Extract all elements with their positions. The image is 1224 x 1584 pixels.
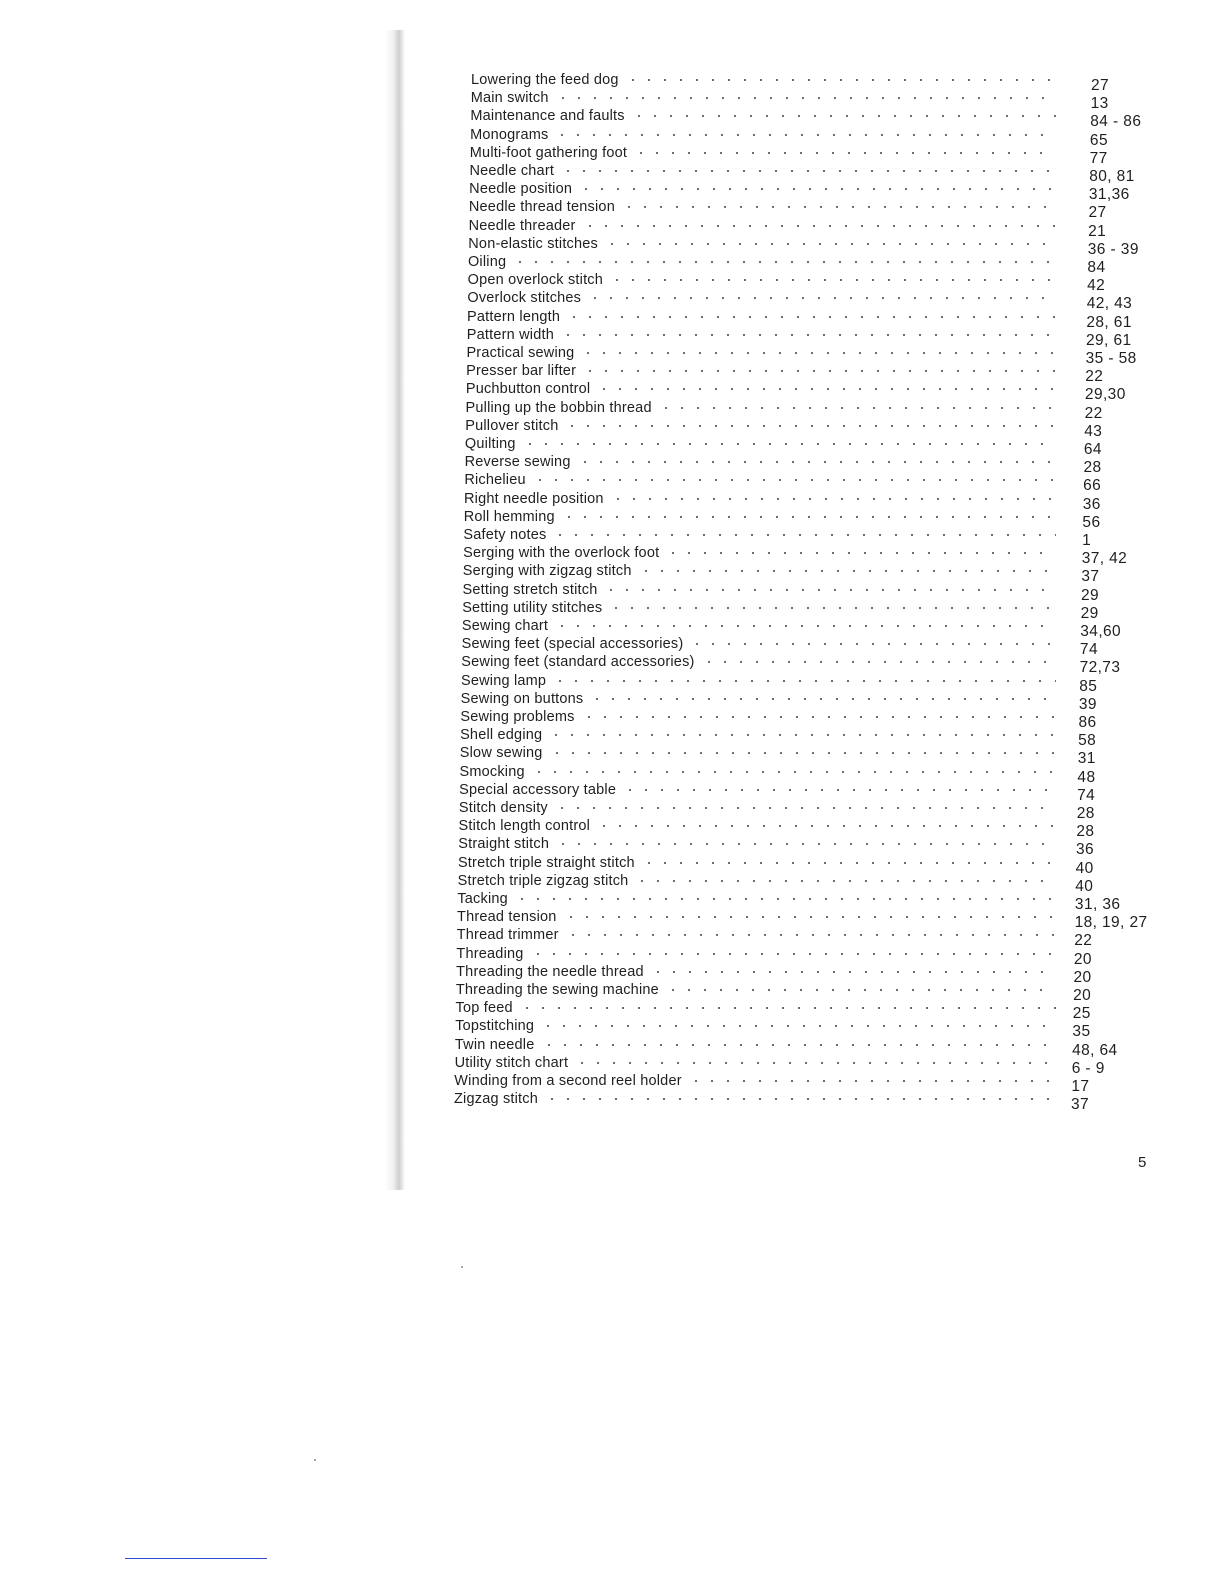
dot-leader — [552, 675, 1056, 687]
index-entry — [469, 197, 1062, 217]
index-page-ref: 13 — [1090, 95, 1109, 113]
index-page-ref: 31 — [1077, 750, 1096, 768]
page-number: 5 — [1138, 1154, 1147, 1171]
index-page-ref: 29 — [1081, 586, 1100, 604]
index-page-ref: 20 — [1073, 950, 1092, 968]
index-entry — [463, 561, 1062, 581]
index-page-ref: 85 — [1079, 677, 1098, 695]
index-entry — [459, 798, 1062, 818]
index-entry — [456, 998, 1062, 1018]
index-page-ref: 29,30 — [1084, 386, 1126, 404]
index-page-ref: 56 — [1082, 513, 1101, 531]
index-term: Roll hemming — [463, 508, 555, 525]
index-page-ref: 48 — [1077, 768, 1096, 786]
index-entry — [466, 361, 1062, 381]
index-entry — [457, 907, 1062, 927]
index-page-ref: 58 — [1078, 732, 1097, 750]
index-entry — [468, 252, 1062, 272]
dot-leader — [641, 857, 1056, 869]
dot-leader — [577, 456, 1056, 468]
index-entry — [469, 161, 1062, 181]
dot-leader — [582, 365, 1056, 377]
index-term: Thread trimmer — [456, 927, 559, 944]
index-term: Special accessory table — [459, 781, 617, 798]
dot-leader — [596, 383, 1056, 395]
index-page-ref: 31,36 — [1088, 186, 1130, 204]
index-term: Utility stitch chart — [454, 1054, 569, 1071]
index-term: Threading the needle thread — [456, 963, 644, 980]
index-entry — [463, 580, 1063, 600]
index-term: Main switch — [470, 90, 549, 107]
index-term: Top feed — [455, 1000, 513, 1017]
index-page-ref: 31, 36 — [1074, 896, 1121, 913]
index-page-ref: 40 — [1075, 877, 1094, 895]
scan-speck — [314, 1459, 316, 1461]
index-term: Open overlock stitch — [467, 272, 604, 289]
index-page-ref: 65 — [1089, 131, 1108, 149]
dot-leader — [665, 984, 1056, 996]
index-entry — [467, 288, 1062, 308]
index-term: Sewing feet (standard accessories) — [461, 654, 695, 671]
dot-leader — [519, 1002, 1056, 1014]
index-entry — [465, 434, 1062, 454]
index-page-ref: 64 — [1083, 441, 1102, 458]
index-page-ref: 22 — [1085, 368, 1104, 386]
index-page-ref: 27 — [1091, 77, 1110, 94]
index-term: Sewing lamp — [460, 672, 547, 689]
dot-leader — [621, 201, 1056, 213]
index-entry — [467, 307, 1062, 327]
index-entry — [454, 1071, 1062, 1091]
index-term: Puchbutton control — [465, 381, 591, 398]
index-term: Stitch length control — [458, 818, 591, 835]
index-term: Smocking — [459, 763, 525, 780]
dot-leader — [603, 584, 1056, 596]
index-entry — [459, 816, 1062, 836]
index-term: Quilting — [464, 436, 516, 452]
index-entry — [465, 416, 1062, 436]
dot-leader — [581, 711, 1056, 723]
dot-leader — [554, 802, 1056, 814]
index-entry — [468, 234, 1062, 254]
dot-leader — [541, 1039, 1056, 1051]
index-entry — [463, 525, 1062, 545]
index-term: Needle chart — [469, 163, 555, 179]
scan-speck — [461, 1266, 463, 1268]
index-term: Tacking — [457, 891, 508, 907]
index-term: Shell edging — [460, 727, 543, 744]
dot-leader — [532, 474, 1056, 486]
dot-leader — [522, 438, 1056, 450]
index-entry — [462, 598, 1062, 618]
index-term: Monograms — [470, 126, 549, 143]
index-page-ref: 48, 64 — [1072, 1041, 1118, 1059]
dot-leader — [561, 511, 1056, 523]
index-entry — [468, 270, 1062, 290]
dot-leader — [560, 329, 1056, 341]
index-entry — [467, 325, 1062, 345]
index-term: Needle threader — [468, 217, 576, 234]
index-page-ref: 42, 43 — [1086, 295, 1133, 313]
dot-leader — [530, 948, 1056, 960]
index-entry — [466, 398, 1062, 418]
dot-leader — [548, 729, 1056, 741]
index-page-ref: 6 - 9 — [1071, 1059, 1105, 1077]
dot-leader — [531, 766, 1056, 778]
index-term: Reverse sewing — [464, 454, 571, 471]
index-term: Richelieu — [464, 472, 526, 489]
index-term: Presser bar lifter — [466, 363, 577, 380]
index-term: Oiling — [467, 254, 507, 270]
index-page-ref: 84 - 86 — [1090, 113, 1142, 131]
index-entry — [461, 689, 1062, 709]
dot-leader — [631, 110, 1056, 122]
dot-leader — [544, 1093, 1056, 1105]
index-entry — [456, 944, 1062, 964]
index-entry — [470, 125, 1062, 145]
dot-leader — [665, 547, 1056, 559]
dot-leader — [610, 493, 1056, 505]
dot-leader — [549, 747, 1056, 759]
index-entry — [456, 962, 1062, 982]
dot-leader — [555, 92, 1056, 104]
dot-leader — [634, 875, 1056, 887]
index-page-ref: 28 — [1076, 823, 1095, 841]
dot-leader — [555, 838, 1056, 850]
dot-leader — [596, 820, 1056, 832]
index-term: Setting utility stitches — [462, 599, 603, 616]
dot-leader — [633, 147, 1056, 159]
index-entry — [458, 871, 1062, 891]
index-entry — [464, 470, 1062, 490]
index-entry — [456, 980, 1062, 1000]
index-page-ref: 39 — [1078, 695, 1097, 713]
index-term: Right needle position — [464, 490, 604, 507]
index-term: Non-elastic stitches — [468, 235, 598, 252]
index-term: Safety notes — [463, 527, 547, 543]
dot-leader — [540, 1020, 1056, 1032]
index-term: Pattern width — [466, 326, 554, 343]
index-term: Sewing problems — [460, 709, 575, 725]
index-term: Threading — [456, 945, 524, 962]
index-entry — [471, 88, 1062, 108]
index-page-ref: 28 — [1083, 459, 1102, 477]
index-entry — [469, 179, 1062, 199]
index-page-ref: 22 — [1084, 404, 1103, 422]
index-page-ref: 35 - 58 — [1085, 350, 1137, 367]
dot-leader — [689, 638, 1056, 650]
dot-leader — [566, 311, 1056, 323]
dot-leader — [589, 693, 1056, 705]
index-term: Twin needle — [454, 1036, 535, 1053]
index-term: Thread tension — [457, 909, 557, 926]
index-page-ref: 28, 61 — [1086, 313, 1132, 331]
dot-leader — [658, 402, 1056, 414]
index-page-ref: 29 — [1080, 604, 1099, 622]
index-page-ref: 21 — [1088, 222, 1107, 240]
index-page-ref: 20 — [1073, 968, 1092, 986]
dot-leader — [574, 1057, 1056, 1069]
index-page-ref: 40 — [1075, 859, 1094, 877]
index-term: Stitch density — [458, 800, 548, 816]
index-entry — [460, 725, 1062, 745]
index-entry — [455, 1016, 1062, 1036]
index-page-ref: 17 — [1071, 1078, 1090, 1095]
index-page-ref: 1 — [1082, 532, 1092, 549]
index-page-ref: 22 — [1074, 932, 1093, 950]
index-term: Practical sewing — [466, 345, 575, 361]
index-entry — [466, 379, 1062, 399]
index-term: Sewing chart — [461, 618, 549, 634]
index-term: Straight stitch — [458, 836, 550, 853]
index-entry — [462, 634, 1062, 654]
dot-leader — [638, 565, 1056, 577]
index-term: Winding from a second reel holder — [454, 1073, 682, 1089]
dot-leader — [622, 784, 1056, 796]
index-page-ref: 27 — [1088, 204, 1107, 222]
index-entry — [461, 652, 1062, 672]
index-page-ref: 36 — [1082, 495, 1101, 513]
index-term: Needle position — [469, 181, 573, 198]
index-page-ref: 28 — [1076, 805, 1095, 822]
index-page-ref: 42 — [1087, 277, 1106, 295]
dot-leader — [560, 165, 1056, 177]
index-page-ref: 72,73 — [1079, 659, 1121, 677]
index-term: Needle thread tension — [468, 199, 615, 216]
index-term: Stretch triple straight stitch — [457, 854, 635, 871]
index-term: Topstitching — [455, 1018, 535, 1035]
index-term: Slow sewing — [459, 745, 543, 762]
index-entry — [469, 216, 1062, 236]
index-entry — [458, 834, 1062, 854]
dot-leader — [701, 656, 1056, 668]
index-entry — [471, 70, 1062, 90]
index-page-ref: 36 - 39 — [1087, 240, 1139, 258]
dot-leader — [564, 420, 1056, 432]
index-page-ref: 34,60 — [1080, 623, 1122, 640]
dot-leader — [608, 602, 1056, 614]
index-page-ref: 66 — [1083, 477, 1102, 495]
dot-leader — [552, 529, 1056, 541]
index-entry — [461, 671, 1062, 691]
index-page-ref: 77 — [1089, 149, 1108, 167]
dot-leader — [563, 911, 1056, 923]
index-term: Serging with zigzag stitch — [462, 563, 632, 580]
index-term: Multi-foot gathering foot — [469, 144, 628, 161]
dot-leader — [554, 129, 1056, 141]
index-entry — [455, 1053, 1062, 1073]
index-entry — [470, 143, 1062, 163]
index-page-ref: 35 — [1072, 1023, 1091, 1041]
index-entry — [466, 343, 1062, 363]
index-page-ref: 25 — [1072, 1005, 1091, 1023]
index-entry — [462, 616, 1062, 636]
index-page-ref: 20 — [1073, 987, 1092, 1004]
index-page-ref: 74 — [1077, 786, 1096, 804]
index-term: Setting stretch stitch — [462, 581, 598, 598]
dot-leader — [578, 183, 1056, 195]
index-term: Pulling up the bobbin thread — [465, 399, 652, 416]
index-page-ref: 29, 61 — [1086, 331, 1132, 349]
index-page-ref: 37 — [1081, 568, 1100, 586]
index-term: Sewing feet (special accessories) — [461, 636, 684, 653]
index-entry — [454, 1089, 1062, 1109]
dot-leader — [625, 74, 1056, 86]
index-entry — [458, 853, 1062, 873]
dot-leader — [604, 238, 1056, 250]
index-page-ref: 18, 19, 27 — [1074, 914, 1148, 932]
index-term: Pullover stitch — [465, 417, 559, 434]
index-page-ref: 37 — [1071, 1096, 1090, 1114]
index-entry — [470, 106, 1062, 126]
index-term: Overlock stitches — [467, 290, 582, 307]
index-entry — [457, 889, 1062, 909]
dot-leader — [609, 274, 1056, 286]
index-page-ref: 36 — [1076, 841, 1095, 859]
index-term: Threading the sewing machine — [455, 982, 659, 998]
index-term: Sewing on buttons — [460, 690, 584, 707]
index-entry — [457, 925, 1062, 945]
index-term: Stretch triple zigzag stitch — [457, 872, 629, 889]
index-entry — [465, 452, 1062, 472]
index-term: Serging with the overlock foot — [463, 545, 660, 562]
index-entry — [459, 780, 1062, 800]
index-page-ref: 80, 81 — [1089, 168, 1135, 185]
index-entry — [460, 743, 1062, 763]
index-entry — [455, 1035, 1062, 1055]
index-term: Zigzag stitch — [454, 1091, 538, 1108]
index-page-ref: 74 — [1079, 641, 1098, 659]
index-page-ref: 37, 42 — [1081, 550, 1128, 568]
index-entry — [459, 762, 1062, 782]
index-term: Maintenance and faults — [470, 108, 625, 125]
dot-leader — [587, 292, 1056, 304]
index-entry — [464, 507, 1062, 527]
dot-leader — [514, 893, 1056, 905]
footnote-rule — [125, 1558, 267, 1559]
index-term: Pattern length — [467, 308, 561, 325]
index-entry — [464, 489, 1062, 509]
dot-leader — [512, 256, 1056, 268]
dot-leader — [650, 966, 1056, 978]
dot-leader — [580, 347, 1056, 359]
dot-leader — [688, 1075, 1056, 1087]
index-page-ref: 86 — [1078, 714, 1097, 731]
index-term: Lowering the feed dog — [471, 72, 619, 88]
dot-leader — [565, 929, 1056, 941]
dot-leader — [554, 620, 1056, 632]
index-page-ref: 84 — [1087, 259, 1106, 276]
index-entry — [463, 543, 1062, 563]
index-page-ref: 43 — [1084, 422, 1103, 440]
index-entry — [460, 707, 1062, 727]
dot-leader — [582, 220, 1056, 232]
